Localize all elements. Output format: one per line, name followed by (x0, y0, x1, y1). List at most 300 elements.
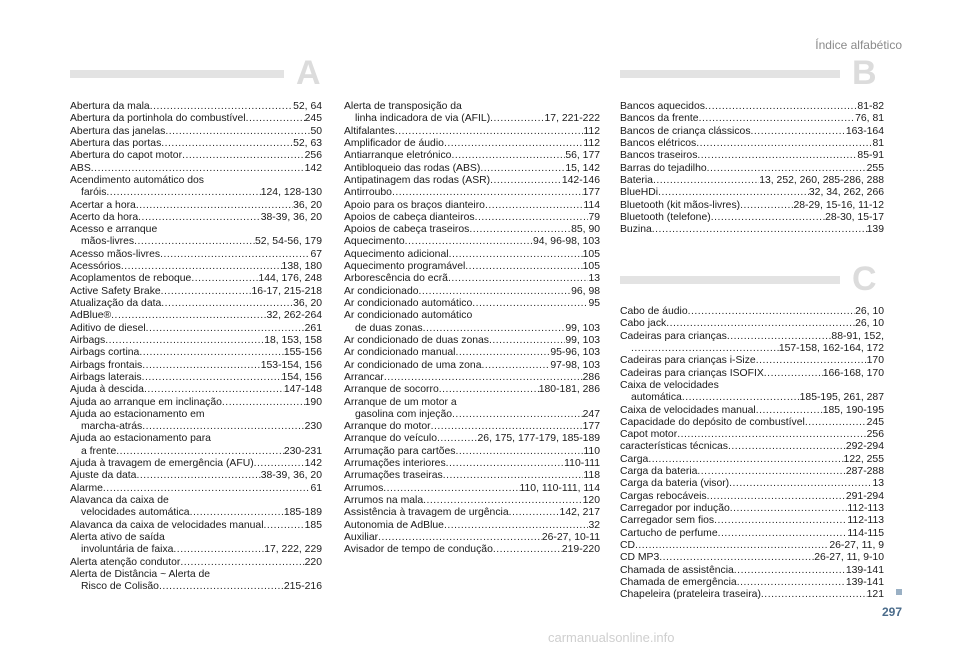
index-entry (344, 273, 600, 285)
dot-leader (475, 212, 589, 224)
entry-pages: 139-141 (845, 576, 884, 588)
dot-leader (159, 581, 284, 593)
dot-leader (173, 544, 264, 556)
entry-term: Arranque do motor (344, 421, 431, 433)
index-entry (344, 150, 600, 162)
index-entry-line (620, 200, 884, 212)
index-entry-line (70, 150, 322, 162)
index-entry (620, 429, 884, 441)
entry-pages: 287-288 (845, 466, 884, 478)
index-entry (70, 113, 322, 125)
entry-term: Active Safety Brake (70, 285, 161, 297)
index-entry (70, 483, 322, 495)
index-entry (620, 577, 884, 589)
index-entry (620, 150, 884, 162)
entry-term: Ar condicionado (344, 285, 419, 297)
dot-leader (707, 491, 846, 503)
entry-term: Aditivo de diesel (70, 322, 146, 334)
entry-pages: 219-220 (561, 544, 600, 556)
entry-term: Bancos da frente (620, 113, 699, 125)
index-entry (620, 491, 884, 503)
entry-pages: 255 (866, 162, 884, 174)
entry-term: Ajuda ao estacionamento para (70, 433, 211, 445)
section-divider (620, 276, 840, 284)
section-divider (70, 70, 284, 78)
entry-pages: 215-216 (283, 581, 322, 593)
index-entry-line (620, 150, 884, 162)
entry-term: Airbags laterais (70, 371, 142, 383)
dot-leader (136, 470, 260, 482)
entry-term: Acertar a hora (70, 199, 136, 211)
dot-leader (264, 520, 305, 532)
index-entry-line (344, 421, 600, 433)
index-entry-line (620, 380, 884, 392)
dot-leader (697, 466, 845, 478)
entry-pages: 142-146 (561, 174, 600, 186)
index-column-a (70, 101, 322, 594)
index-entry-line (344, 384, 600, 396)
index-entry-line (70, 495, 322, 507)
dot-leader (160, 249, 310, 261)
entry-term: Avisador de tempo de condução (344, 544, 493, 556)
index-entry-line (620, 224, 884, 236)
dot-leader (431, 421, 583, 433)
index-entry-line (344, 224, 600, 236)
index-entry (344, 310, 600, 335)
entry-pages: 13, 252, 260, 285-286, 288 (759, 174, 884, 186)
index-entry (620, 101, 884, 113)
index-entry (620, 552, 884, 564)
index-entry-line (344, 212, 600, 224)
index-entry (70, 495, 322, 520)
entry-term: de duas zonas (355, 322, 423, 334)
entry-term: Abertura da portinhola do combustível (70, 113, 246, 125)
entry-term: Alarme (70, 482, 103, 494)
dot-leader (405, 236, 533, 248)
index-entry-line (344, 298, 600, 310)
entry-term: Capacidade do depósito de combustível (620, 416, 805, 428)
index-entry (620, 417, 884, 429)
dot-leader (116, 446, 284, 458)
entry-term: Acendimento automático dos (70, 174, 205, 186)
entry-term: Airbags cortina (70, 347, 140, 359)
entry-term: Cabo de áudio (620, 306, 688, 317)
entry-term: Airbags frontais (70, 359, 143, 371)
index-entry (70, 261, 322, 273)
index-entry-line (344, 126, 600, 138)
index-entry (344, 458, 600, 470)
index-entry (344, 212, 600, 224)
dot-leader (696, 138, 872, 150)
dot-leader (764, 368, 823, 380)
dot-leader (452, 409, 583, 421)
index-entry (620, 113, 884, 125)
dot-leader (144, 384, 284, 396)
index-entry-line (344, 397, 600, 409)
index-entry-line (620, 306, 884, 318)
dot-leader (443, 470, 584, 482)
entry-term: Antibloqueio das rodas (ABS) (344, 162, 481, 174)
index-entry-line (70, 335, 322, 347)
entry-pages: 79 (588, 211, 600, 223)
entry-pages: 97-98, 103 (550, 359, 600, 371)
index-entry-line (620, 478, 884, 490)
dot-leader (756, 355, 867, 367)
index-entry-line (344, 261, 600, 273)
index-entry (70, 150, 322, 162)
dot-leader (165, 126, 310, 138)
index-entry-line (70, 507, 322, 519)
dot-leader (384, 372, 583, 384)
index-entry (620, 380, 884, 405)
entry-pages: 286 (582, 371, 600, 383)
dot-leader (121, 261, 282, 273)
dot-leader (446, 458, 565, 470)
entry-pages: 153-154, 156 (260, 359, 322, 371)
entry-term: Bancos traseiros (620, 150, 698, 162)
dot-leader (444, 138, 583, 150)
entry-pages: 245 (866, 416, 884, 428)
entry-term: Acesso e arranque (70, 224, 158, 236)
index-entry (344, 261, 600, 273)
entry-pages: 247 (582, 408, 600, 420)
index-column-a-continued (344, 101, 600, 557)
index-entry-line (620, 318, 884, 330)
entry-pages: 155-156 (283, 347, 322, 359)
entry-term: faróis (81, 187, 107, 199)
dot-leader (666, 318, 855, 330)
index-entry-line (620, 552, 884, 564)
section-c-header (620, 262, 885, 302)
index-entry-line (620, 175, 884, 187)
index-entry (70, 557, 322, 569)
index-entry-line (344, 483, 600, 495)
index-entry-line (70, 261, 322, 273)
index-entry (70, 249, 322, 261)
index-entry-line (344, 446, 600, 458)
entry-term: CD (620, 539, 636, 551)
index-entry (620, 515, 884, 527)
index-column-c (620, 306, 884, 602)
entry-term: Arrumação para cartões (344, 445, 456, 457)
entry-term: Antiarranque eletrónico (344, 150, 452, 162)
index-entry (344, 360, 600, 372)
entry-pages: 185-195, 261, 287 (799, 392, 884, 404)
index-entry (620, 187, 884, 199)
dot-leader (449, 249, 583, 261)
entry-pages: 76, 81 (855, 113, 884, 125)
index-entry-line (344, 360, 600, 372)
dot-leader (805, 417, 867, 429)
index-entry-line (70, 212, 322, 224)
dot-leader (737, 577, 846, 589)
entry-term: Cadeiras para crianças (620, 330, 727, 342)
index-entry (620, 318, 884, 330)
entry-term: Abertura da mala (70, 101, 150, 112)
entry-term: Arrancar (344, 371, 384, 383)
index-entry (344, 372, 600, 384)
index-entry (620, 405, 884, 417)
index-entry (620, 441, 884, 453)
entry-pages: 142, 217 (559, 507, 600, 519)
dot-leader (653, 175, 759, 187)
index-entry (344, 433, 600, 445)
entry-pages: 142 (304, 162, 322, 174)
entry-term: a frente (81, 445, 117, 457)
entry-pages: 13 (588, 273, 600, 285)
entry-term: mãos-livres (81, 236, 135, 248)
index-entry-line (70, 581, 322, 593)
section-letter-b: B (852, 54, 877, 92)
index-entry (620, 540, 884, 552)
entry-pages: 163-164 (845, 125, 884, 137)
index-entry (70, 458, 322, 470)
index-entry (620, 212, 884, 224)
index-entry (70, 212, 322, 224)
dot-leader (718, 528, 848, 540)
dot-leader (489, 335, 565, 347)
index-entry (70, 347, 322, 359)
index-entry (344, 483, 600, 495)
dot-leader (222, 397, 305, 409)
dot-leader (705, 101, 858, 113)
index-entry (70, 163, 322, 175)
index-entry (70, 286, 322, 298)
page-number: 297 (881, 605, 902, 619)
index-entry (344, 163, 600, 175)
section-letter-a: A (296, 54, 321, 92)
entry-term: Aquecimento adicional (344, 248, 449, 260)
entry-term: Abertura das portas (70, 137, 162, 149)
index-entry-line (620, 503, 884, 515)
entry-term: Arrumações traseiras (344, 470, 443, 482)
index-entry-line (344, 323, 600, 335)
index-entry-line (70, 298, 322, 310)
entry-term: Acesso mãos-livres (70, 248, 161, 260)
dot-leader (423, 495, 583, 507)
dot-leader (697, 150, 857, 162)
index-entry (620, 478, 884, 490)
dot-leader (648, 454, 843, 466)
dot-leader (455, 446, 583, 458)
entry-term: Ar condicionado de duas zonas (344, 334, 489, 346)
entry-term: Apoios de cabeça dianteiros (344, 211, 475, 223)
dot-leader (142, 421, 304, 433)
entry-pages: 139-141 (845, 564, 884, 576)
index-entry-line (70, 520, 322, 532)
index-entry-line (620, 331, 884, 343)
index-entry-line (344, 347, 600, 359)
index-entry (620, 454, 884, 466)
index-entry (70, 273, 322, 285)
index-entry (620, 368, 884, 380)
index-entry-line (620, 126, 884, 138)
index-entry-line (344, 187, 600, 199)
index-entry-line (620, 113, 884, 125)
index-entry-line (620, 441, 884, 453)
entry-pages: 26-27, 11, 9 (829, 539, 884, 551)
dot-leader (448, 273, 588, 285)
entry-pages: 17, 221-222 (544, 113, 600, 125)
index-column-b (620, 101, 884, 236)
index-entry-line (344, 310, 600, 322)
entry-term: Bluetooth (telefone) (620, 211, 711, 223)
dot-leader (105, 335, 264, 347)
index-entry-line (620, 392, 884, 404)
entry-term: Ajuda à travagem de emergência (AFU) (70, 458, 254, 470)
index-entry (70, 335, 322, 347)
dot-leader (659, 552, 814, 564)
index-entry (70, 101, 322, 113)
entry-term: Alavanca da caixa de velocidades manual (70, 519, 264, 531)
entry-pages: 190 (304, 396, 322, 408)
entry-pages: 26, 175, 177-179, 185-189 (477, 433, 600, 445)
index-entry (70, 323, 322, 335)
index-entry (344, 249, 600, 261)
entry-term: Antipatinagem das rodas (ASR) (344, 174, 491, 186)
index-entry-line (70, 126, 322, 138)
dot-leader (180, 557, 304, 569)
index-entry-line (70, 372, 322, 384)
entry-term: Carga da bateria (620, 466, 698, 478)
index-entry (344, 446, 600, 458)
watermark: carmanualsonline.info (548, 630, 675, 645)
dot-leader (423, 323, 566, 335)
dot-leader (631, 343, 779, 355)
entry-term: Arrumos (344, 482, 384, 494)
dot-leader (469, 224, 571, 236)
entry-term: Abertura do capot motor (70, 150, 183, 162)
entry-pages: 114-115 (847, 527, 884, 539)
index-entry (70, 200, 322, 212)
index-entry (620, 589, 884, 601)
entry-term: Autonomia de AdBlue (344, 519, 444, 531)
entry-pages: 256 (304, 150, 322, 162)
entry-term: Bancos elétricos (620, 137, 697, 149)
dot-leader (480, 163, 565, 175)
entry-term: AdBlue® (70, 310, 112, 322)
dot-leader (756, 405, 823, 417)
entry-term: Ajuda à descida (70, 384, 144, 396)
entry-term: automática (631, 392, 682, 404)
entry-pages: 26, 10 (855, 318, 884, 330)
index-entry-line (70, 470, 322, 482)
section-b-header (620, 56, 885, 96)
dot-leader (714, 515, 847, 527)
entry-term: Aquecimento programável (344, 261, 466, 273)
entry-pages: 32 (588, 519, 600, 531)
index-entry-line (70, 187, 322, 199)
index-entry (344, 236, 600, 248)
index-entry-line (620, 212, 884, 224)
entry-pages: 177 (582, 421, 600, 433)
entry-term: Bateria (620, 174, 653, 186)
entry-term: Assistência à travagem de urgência (344, 507, 509, 519)
index-entry-line (70, 421, 322, 433)
index-entry-line (344, 200, 600, 212)
index-entry (70, 310, 322, 322)
dot-leader (509, 507, 560, 519)
entry-term: Carga da bateria (visor) (620, 478, 730, 490)
index-entry-line (70, 273, 322, 285)
entry-term: Ar condicionado de uma zona (344, 359, 482, 371)
index-entry-line (70, 200, 322, 212)
index-entry-line (70, 323, 322, 335)
entry-pages: 38-39, 36, 20 (260, 470, 322, 482)
entry-pages: 185 (304, 519, 322, 531)
entry-pages: 32, 34, 262, 266 (808, 187, 884, 199)
entry-pages: 110 (583, 445, 600, 457)
index-entry-line (70, 446, 322, 458)
entry-pages: 170 (866, 355, 884, 367)
entry-term: Arranque de socorro (344, 384, 439, 396)
index-entry (70, 532, 322, 557)
index-entry-line (344, 113, 600, 125)
entry-term: Cadeiras para crianças i-Size (620, 355, 756, 367)
index-entry (70, 520, 322, 532)
index-entry-line (70, 138, 322, 150)
index-entry (70, 126, 322, 138)
dot-leader (246, 113, 305, 125)
entry-pages: 28-29, 15-16, 11-12 (793, 199, 884, 211)
entry-term: Abertura das janelas (70, 125, 166, 137)
index-entry (344, 101, 600, 126)
dot-leader (481, 360, 550, 372)
dot-leader (161, 298, 293, 310)
entry-term: Cabo jack (620, 318, 667, 330)
entry-pages: 292-294 (845, 441, 884, 453)
index-entry-line (344, 249, 600, 261)
dot-leader (161, 138, 293, 150)
entry-term: Cadeiras para crianças ISOFIX (620, 367, 764, 379)
dot-leader (378, 532, 542, 544)
index-entry (620, 565, 884, 577)
entry-term: Bancos aquecidos (620, 101, 705, 112)
index-entry (620, 200, 884, 212)
index-entry (620, 126, 884, 138)
entry-pages: 36, 20 (293, 199, 322, 211)
entry-pages: 16-17, 215-218 (251, 285, 322, 297)
entry-term: Risco de Colisão (81, 581, 159, 593)
index-entry-line (620, 491, 884, 503)
dot-leader (472, 298, 588, 310)
dot-leader (136, 200, 293, 212)
dot-leader (139, 347, 284, 359)
index-entry-line (620, 417, 884, 429)
dot-leader (677, 429, 866, 441)
entry-pages: 56, 177 (565, 150, 600, 162)
index-entry-line (344, 138, 600, 150)
entry-term: Carregador por indução (620, 503, 730, 514)
index-entry-line (70, 163, 322, 175)
entry-pages: 85, 90 (571, 224, 600, 236)
dot-leader (444, 520, 588, 532)
entry-term: Ajuda ao arranque em inclinação (70, 396, 222, 408)
entry-term: Chapeleira (prateleira traseira) (620, 589, 761, 601)
index-entry (620, 175, 884, 187)
dot-leader (727, 331, 832, 343)
dot-leader (439, 384, 539, 396)
entry-pages: 15, 142 (565, 162, 600, 174)
entry-pages: 256 (866, 429, 884, 441)
entry-pages: 67 (310, 248, 322, 260)
dot-leader (465, 261, 582, 273)
index-title: Índice alfabético (815, 38, 902, 52)
entry-term: Caixa de velocidades manual (620, 404, 756, 416)
dot-leader (711, 212, 825, 224)
dot-leader (91, 163, 305, 175)
index-entry-line (70, 249, 322, 261)
